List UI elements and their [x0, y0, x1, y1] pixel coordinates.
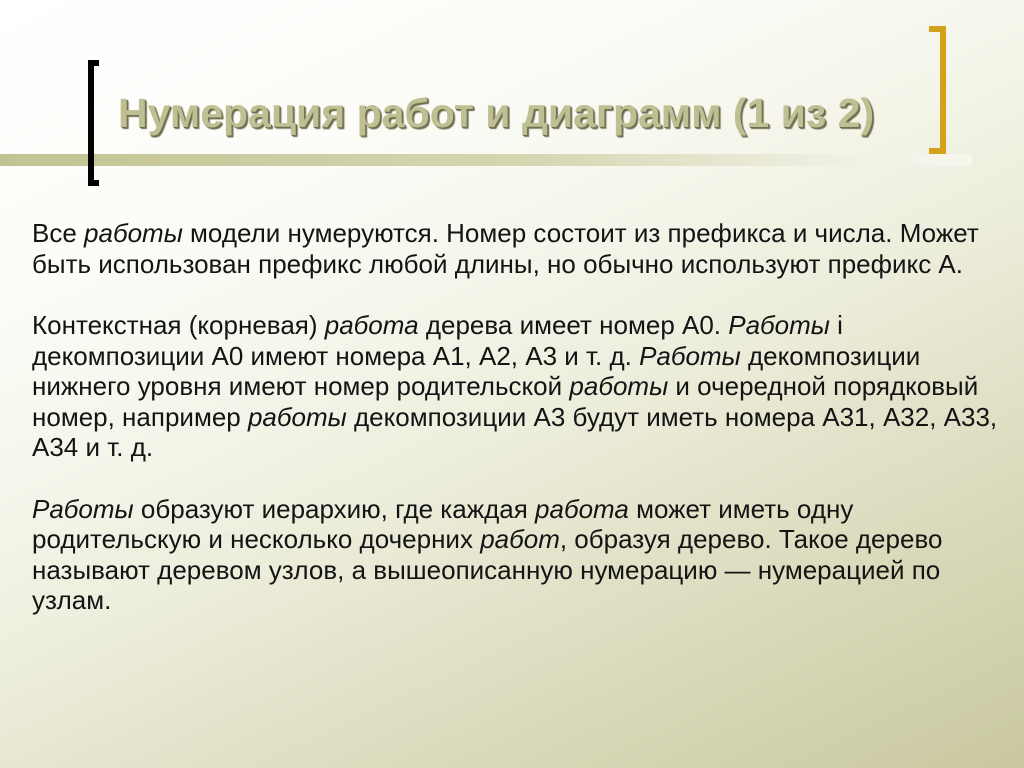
- text-segment: дерева имеет номер А0.: [418, 310, 729, 340]
- term-work: работа: [324, 310, 419, 340]
- title-underline-bar: [0, 154, 972, 166]
- paragraph-numbering-prefix: [32, 218, 1007, 279]
- slide-title: Нумерация работ и диаграмм (1 из 2): [118, 90, 875, 136]
- term-work: Работы: [728, 310, 830, 340]
- text-segment: і декомпозиции А0 имеют номера А1, А2, А3 и т. д.: [32, 310, 843, 371]
- term-work: работы: [84, 218, 183, 248]
- text-segment: образуют иерархию, где каждая: [133, 493, 536, 524]
- text-segment: , образуя дерево. Такое дерево называют деревом узлов, а вышеописанную нумерацию — нумерацией по узлам.: [32, 524, 943, 615]
- text-segment: декомпозиции А3 будут иметь номера А31, А32, А33, А34 и т. д.: [32, 401, 998, 462]
- text-segment: и очередной порядковый номер, например: [32, 371, 979, 432]
- text-segment: модели нумеруются. Номер состоит из префикса и числа. Может быть использован префикс любой длины, но обычно используют префикс А.: [32, 218, 979, 279]
- text-segment: может иметь одну родительскую и несколько дочерних: [32, 493, 854, 554]
- text-segment: Контекстная (корневая): [32, 310, 325, 340]
- text-segment: Все: [32, 218, 85, 248]
- text-segment: декомпозиции нижнего уровня имеют номер родительской: [32, 340, 921, 401]
- term-work: Работы: [639, 340, 741, 371]
- term-work: работ: [480, 524, 560, 554]
- right-bracket-decoration: [929, 26, 946, 154]
- term-work: Работы: [32, 493, 134, 524]
- left-bracket-decoration: [88, 60, 99, 186]
- term-work: работы: [569, 371, 669, 401]
- term-work: работы: [247, 401, 347, 432]
- slide-body: [32, 218, 1007, 647]
- paragraph-context-root: [32, 310, 1007, 463]
- term-work: работа: [535, 493, 629, 524]
- paragraph-hierarchy: [32, 494, 1007, 616]
